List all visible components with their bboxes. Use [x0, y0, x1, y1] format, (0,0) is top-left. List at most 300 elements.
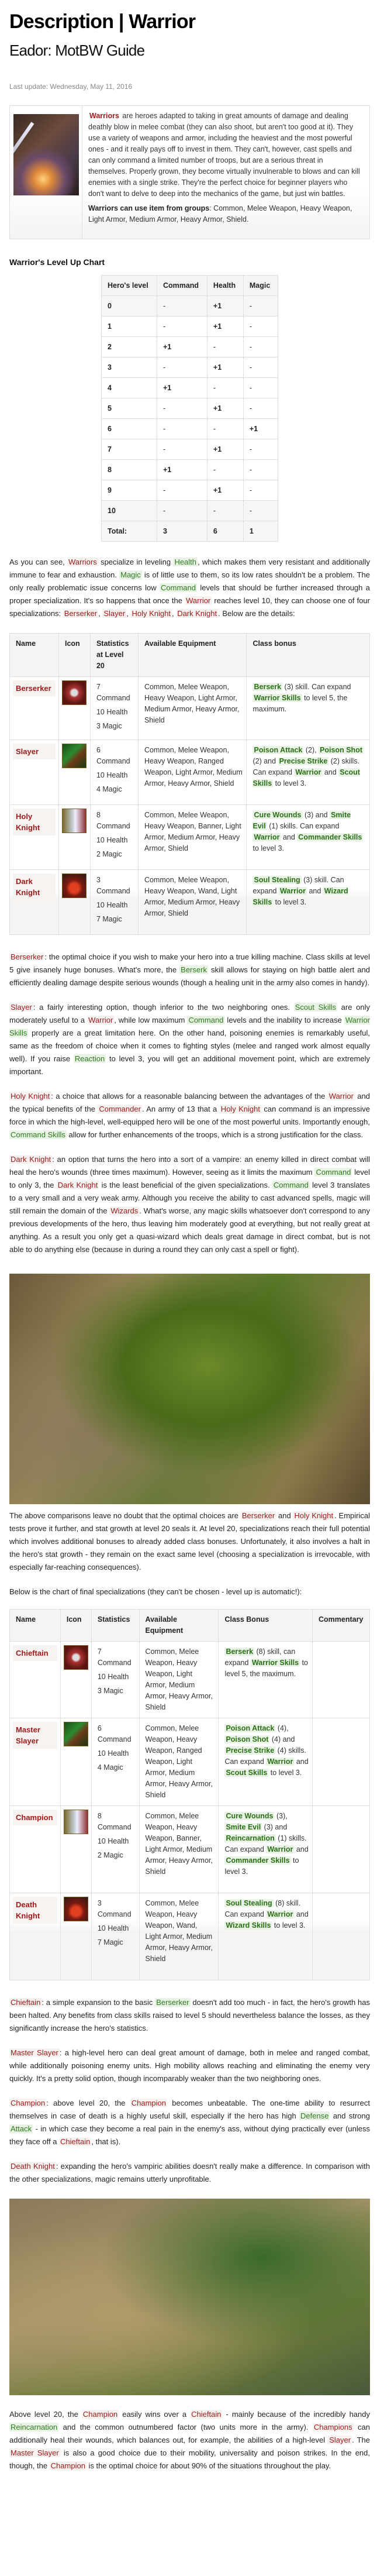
text-segment: and — [294, 1758, 309, 1766]
stat-value: 6 Command — [96, 746, 130, 765]
skill-link[interactable]: Poison Shot — [226, 1735, 269, 1743]
text-segment: properly are a great limitation here. On the other hand, poisoning enemies is remarkably useful, same as the freedom of choice when it comes to fighting styles (melee and ranged work almost equally well). If you raise — [9, 1029, 370, 1063]
icon-cell — [60, 1806, 91, 1893]
text-segment: is the least beneficial of the given specializations. — [99, 1181, 272, 1189]
page-subtitle: Eador: MotBW Guide — [9, 42, 145, 59]
column-header: Hero's level — [102, 276, 157, 296]
text-segment: levels that should be further increased through a proper specialization. It's so happens that once the — [9, 583, 370, 605]
text-segment: Below is the chart of final specializations (they can't be chosen - level up is automatic!): — [9, 1587, 302, 1596]
column-header: Name — [10, 1609, 61, 1642]
table-cell: - — [207, 460, 243, 480]
table-row — [102, 296, 278, 317]
levelup-heading: Warrior's Level Up Chart — [9, 257, 105, 267]
text-segment: to level 3. — [272, 1921, 306, 1930]
class-link[interactable]: Holy Knight — [220, 1105, 260, 1113]
specialization-table — [9, 633, 370, 935]
text-segment: to level 5, the maximum. — [224, 1659, 308, 1678]
table-cell: - — [243, 317, 278, 337]
table-cell: - — [243, 378, 278, 398]
skill-link[interactable]: Attack — [11, 2124, 32, 2133]
table-cell: +1 — [157, 460, 207, 480]
name-cell — [10, 805, 59, 870]
icon-cell — [60, 1893, 91, 1980]
skill-link[interactable]: Scout Skills — [295, 1003, 336, 1012]
text-segment: to level 3. — [224, 1856, 299, 1876]
text-segment: to level 3. — [273, 898, 307, 906]
class-link[interactable]: Warrior — [186, 596, 211, 605]
class-name-link[interactable]: Slayer — [13, 744, 56, 759]
stats-cell — [91, 1893, 139, 1980]
text-segment: (2), — [303, 746, 319, 754]
class-link[interactable]: Holy Knight — [11, 1092, 50, 1100]
table-row — [102, 439, 278, 460]
table-row — [102, 460, 278, 480]
skill-link[interactable]: Defense — [300, 2111, 329, 2120]
text-segment: (3) skill. Can expand — [282, 683, 351, 691]
class-bonus-cell — [247, 677, 370, 740]
stats-cell — [91, 1718, 139, 1806]
table-row — [10, 1718, 370, 1806]
stat-value: 2 Magic — [97, 1851, 123, 1859]
text-segment: (2) and — [252, 757, 278, 765]
text-segment: : Common, Melee Weapon, Heavy Weapon, Light Armor, Medium Armor, Heavy Armor, Shield. — [88, 204, 352, 223]
stat-value: 10 Health — [97, 1673, 129, 1681]
text-segment: level to only 3, the — [9, 1168, 370, 1189]
column-header: Name — [10, 634, 59, 677]
holy-class-icon — [64, 1810, 88, 1834]
table-cell: 6 — [102, 419, 157, 439]
skill-link[interactable]: Warrior Skills — [251, 1659, 299, 1667]
table-row — [102, 337, 278, 357]
levelup-table — [101, 275, 278, 542]
class-name-link[interactable]: Chieftain — [13, 1645, 57, 1661]
table-cell: - — [243, 460, 278, 480]
conclusion-paragraph — [9, 2408, 370, 2472]
icon-cell — [58, 677, 90, 740]
skill-link[interactable]: Warrior Skills — [254, 694, 301, 702]
table-cell: 2 — [102, 337, 157, 357]
table-cell: - — [243, 439, 278, 460]
text-segment: (4) skills. Can expand — [224, 1746, 306, 1766]
intro-box — [9, 105, 370, 239]
skill-link[interactable]: Cure Wounds — [254, 811, 302, 819]
name-cell — [10, 1642, 61, 1718]
skill-link[interactable]: Cure Wounds — [226, 1812, 274, 1820]
class-link[interactable]: Warrior — [88, 1016, 113, 1024]
skill-link[interactable]: Warrior — [267, 1845, 293, 1853]
class-link[interactable]: Champions — [313, 2423, 352, 2431]
stat-value: 3 Magic — [96, 722, 122, 730]
text-segment: to level 3. — [252, 844, 284, 852]
berserker-description — [9, 951, 370, 989]
table-row — [102, 480, 278, 501]
class-bonus-cell — [247, 870, 370, 935]
table-row — [10, 1806, 370, 1893]
text-segment: and the typical benefits of the — [9, 1092, 370, 1113]
skill-link[interactable]: Reincarnation — [11, 2423, 58, 2431]
text-segment: to level 3, you will get an additional movement point, which are extremely important. — [9, 1054, 370, 1076]
text-segment: easily wins over a — [119, 2410, 191, 2419]
text-segment: levels and the inability to increase — [224, 1016, 344, 1024]
class-link[interactable]: Wizards — [110, 1206, 139, 1215]
skill-link[interactable]: Poison Attack — [226, 1724, 275, 1732]
class-link[interactable]: Master Slayer — [11, 2448, 59, 2457]
skill-link[interactable]: Command — [316, 1168, 351, 1177]
text-segment: to level 5, the maximum. — [252, 694, 348, 713]
berserk-class-icon — [64, 1645, 88, 1670]
skill-link[interactable]: Magic — [120, 570, 141, 579]
text-segment: , that is). — [91, 2137, 121, 2146]
table-cell: 3 — [102, 357, 157, 378]
class-link[interactable]: Berserker — [11, 952, 44, 961]
table-cell: - — [157, 439, 207, 460]
master-slayer-description — [9, 2047, 370, 2085]
stat-value: 10 Health — [96, 708, 128, 716]
name-cell — [10, 1893, 61, 1980]
stat-value: 4 Magic — [96, 785, 122, 793]
class-name-link[interactable]: Master Slayer — [13, 1722, 57, 1749]
table-cell: +1 — [207, 357, 243, 378]
class-link[interactable]: Chieftain — [191, 2410, 222, 2419]
last-update: Last update: Wednesday, May 11, 2016 — [9, 82, 133, 91]
skill-link[interactable]: Reaction — [74, 1054, 105, 1063]
class-link[interactable]: Holy Knight — [132, 609, 171, 618]
text-segment: , which makes them very resistant and additionally immune to fear and exhaustion. — [9, 558, 370, 579]
table-cell: - — [157, 480, 207, 501]
commentary-cell — [313, 1718, 370, 1806]
class-link[interactable]: Dark Knight — [11, 1155, 51, 1164]
total-row — [102, 521, 278, 542]
skill-link[interactable]: Commander Skills — [226, 1856, 290, 1865]
slayer-class-icon — [64, 1722, 88, 1746]
table-row — [102, 398, 278, 419]
class-bonus-cell — [219, 1893, 313, 1980]
skill-link[interactable]: Command — [273, 1181, 309, 1189]
name-cell — [10, 1806, 61, 1893]
class-name-link[interactable]: Dark Knight — [13, 873, 56, 900]
warrior-portrait-image — [13, 114, 79, 195]
text-segment: can command is an impressive force in which the high-level, well-equipped hero will be one of the most powerful units. Importantly enough, — [9, 1105, 371, 1126]
skill-link[interactable]: Scout Skills — [226, 1769, 268, 1777]
column-header: Class Bonus — [219, 1609, 313, 1642]
stat-value: 10 Health — [96, 901, 128, 909]
table-header-row — [10, 1609, 370, 1642]
skill-link[interactable]: Smite Evil — [252, 811, 351, 830]
text-segment: and — [276, 1511, 293, 1520]
table-cell: +1 — [243, 419, 278, 439]
skill-link[interactable]: Smite Evil — [226, 1823, 261, 1831]
text-segment: is the optimal choice for about 90% of the situations throughout the play. — [86, 2461, 331, 2470]
skill-link[interactable]: Command Skills — [11, 1130, 65, 1139]
equipment-cell: Common, Melee Weapon, Heavy Weapon, Ranged Weapon, Light Armor, Medium Armor, Heavy Armor, Shield — [139, 1718, 219, 1806]
column-header: Magic — [243, 276, 278, 296]
column-header: Health — [207, 276, 243, 296]
skill-link[interactable]: Health — [174, 558, 197, 566]
commentary-cell — [313, 1806, 370, 1893]
table-row — [102, 419, 278, 439]
skill-link[interactable]: Precise Strike — [279, 757, 328, 765]
text-segment: reaches level 10, they can choose one of four specializations: — [9, 596, 370, 618]
text-segment: : a high-level hero can deal great amount of damage, both in melee and ranged combat, while additionally poisoning enemy units. High mobility allows reaching and eliminating the enemy very quickly. It's a pretty solid option, though incomparably weaker than the two neighboring ones. — [9, 2048, 370, 2083]
class-bonus-cell — [247, 805, 370, 870]
total-cell: Total: — [102, 521, 157, 542]
table-cell: - — [243, 296, 278, 317]
final-specialization-table — [9, 1609, 370, 1980]
stat-value: 7 Command — [96, 683, 130, 702]
column-header: Commentary — [313, 1609, 370, 1642]
table-cell: - — [207, 419, 243, 439]
text-segment: : an option that turns the hero into a sort of a vampire: an enemy killed in direct combat will heal the hero's wounds (three times maximum). However, seeing as it limits the maximum — [9, 1155, 370, 1177]
berserk-class-icon — [62, 680, 87, 705]
text-segment: allow for further enhancements of the troops, which is a strong justification for the class. — [66, 1130, 364, 1139]
skill-link[interactable]: Warrior — [279, 887, 306, 895]
table-cell: +1 — [207, 296, 243, 317]
text-segment: . The — [352, 2436, 371, 2444]
skill-link[interactable]: Soul Stealing — [254, 876, 300, 884]
final-chart-intro — [9, 1586, 370, 1598]
name-cell — [10, 870, 59, 935]
skill-link[interactable]: Warrior — [267, 1910, 293, 1918]
skill-link[interactable]: Scout Skills — [252, 768, 360, 787]
table-cell: 7 — [102, 439, 157, 460]
icon-cell — [58, 870, 90, 935]
class-link[interactable]: Berserker — [241, 1511, 275, 1520]
column-header: Statistics — [91, 1609, 139, 1642]
column-header: Icon — [60, 1609, 91, 1642]
stat-value: 10 Health — [96, 771, 128, 779]
table-cell: - — [243, 398, 278, 419]
table-row — [10, 805, 370, 870]
table-cell: 0 — [102, 296, 157, 317]
text-segment: to level 3. — [273, 779, 307, 787]
text-segment: As you can see, — [9, 558, 68, 566]
text-segment: (3), — [274, 1812, 288, 1820]
text-segment: : expanding the hero's vampiric abilities doesn't really make a difference. In comparison with the other specializations, magic remains utterly unprofitable. — [9, 2162, 370, 2183]
table-header-row — [102, 276, 278, 296]
text-segment: and — [322, 768, 339, 776]
table-cell: - — [243, 357, 278, 378]
table-cell: - — [243, 337, 278, 357]
stats-cell — [91, 1642, 139, 1718]
text-segment: is of little use to them, so its low rates shouldn't be a problem. The only really problematic issue concerns low — [9, 570, 370, 592]
text-segment: . Empirical tests prove it further, and stat growth at level 20 seals it. At level 20, specializations reach their full potential which involves additional bonuses to already added class bonuses. Unfortunately, it also involves a halt in the hero's stat growth - they remain on the exact same level (choosing a specialization is irrevocable, with especially far-reaching consequences). — [9, 1511, 370, 1571]
text-segment: - mainly because of the incredibly handy — [222, 2410, 370, 2419]
text-segment: . An army of 13 that a — [141, 1105, 220, 1113]
text-segment: (3) and — [262, 1823, 288, 1831]
class-link[interactable]: Dark Knight — [177, 609, 217, 618]
intro-image-cell — [10, 106, 82, 239]
text-segment: (1) skills. Can expand — [224, 1834, 307, 1853]
equipment-cell: Common, Melee Weapon, Heavy Weapon, Wand, Light Armor, Medium Armor, Heavy Armor, Shield — [139, 1893, 219, 1980]
table-row — [102, 317, 278, 337]
class-link[interactable]: Slayer — [329, 2436, 351, 2444]
text-segment: (4), — [275, 1724, 289, 1732]
stat-value: 2 Magic — [96, 850, 122, 858]
class-bonus-cell — [219, 1642, 313, 1718]
icon-cell — [58, 805, 90, 870]
slayer-class-icon — [62, 744, 87, 768]
class-link[interactable]: Chieftain — [60, 2137, 91, 2146]
class-link[interactable]: Warriors — [68, 558, 97, 566]
stat-value: 7 Command — [97, 1648, 132, 1667]
skill-link[interactable]: Command — [188, 1016, 224, 1024]
stat-value: 8 Command — [96, 811, 130, 830]
equipment-cell: Common, Melee Weapon, Heavy Weapon, Light Armor, Medium Armor, Heavy Armor, Shield — [139, 1642, 219, 1718]
class-link[interactable]: Champion — [50, 2461, 85, 2470]
stat-value: 3 Command — [97, 1899, 132, 1918]
skill-link[interactable]: Berserk — [254, 683, 282, 691]
skill-link[interactable]: Warrior — [295, 768, 321, 776]
class-link[interactable]: Champion — [11, 2099, 46, 2107]
class-link[interactable]: Slayer — [103, 609, 126, 618]
text-segment: , while low maximum — [114, 1016, 188, 1024]
text-segment: to level 3. — [268, 1769, 302, 1777]
skill-link[interactable]: Wizard Skills — [226, 1921, 271, 1930]
text-segment: (8) skill. Can expand — [224, 1899, 301, 1918]
table-cell: - — [157, 501, 207, 521]
text-segment: , — [171, 609, 177, 618]
table-cell: +1 — [207, 439, 243, 460]
battle-screenshot-image — [9, 1274, 370, 1504]
equipment-cell: Common, Melee Weapon, Heavy Weapon, Wand, Light Armor, Medium Armor, Heavy Armor, Shield — [138, 870, 247, 935]
equipment-cell: Common, Melee Weapon, Heavy Weapon, Banner, Light Armor, Medium Armor, Heavy Armor, Shield — [139, 1806, 219, 1893]
text-segment: and — [306, 887, 323, 895]
class-link[interactable]: Holy Knight — [294, 1511, 334, 1520]
table-header-row — [10, 634, 370, 677]
column-header: Available Equipment — [139, 1609, 219, 1642]
text-segment: doesn't add too much - in fact, the hero's growth has been halted. Any benefits from class skills raised to level 5 should nevertheless balance the losses, as they significantly increase the hero's statistics. — [9, 1998, 370, 2032]
text-segment: : a simple expansion to the basic — [41, 1998, 155, 2007]
equipment-cell: Common, Melee Weapon, Heavy Weapon, Light Armor, Medium Armor, Heavy Armor, Shield — [138, 677, 247, 740]
stats-cell — [90, 740, 138, 805]
class-bonus-cell — [247, 740, 370, 805]
skill-link[interactable]: Command — [161, 583, 196, 592]
class-link[interactable]: Champion — [131, 2099, 166, 2107]
skill-link[interactable]: Berserk — [226, 1648, 254, 1656]
text-segment: (3) skill. Can expand — [252, 876, 344, 895]
stat-value: 3 Command — [96, 876, 130, 895]
table-row — [10, 1642, 370, 1718]
class-link[interactable]: Slayer — [11, 1003, 32, 1012]
text-segment: , — [98, 609, 103, 618]
table-cell: 4 — [102, 378, 157, 398]
stat-value: 6 Command — [97, 1724, 132, 1743]
skill-link[interactable]: Berserk — [181, 965, 207, 974]
text-segment: are heroes adapted to taking in great amounts of damage and dealing deathly blow in melee combat (they can also shoot, but aren't too good at it). They use a variety of weapons and armor, including the heaviest and the most powerful ones - and it really pays off to invest in them. They can't, however, cast spells and can only command a limited number of troops, but are a serious threat in themselves. Properly grown, they become virtually invulnerable to blows and can kill enemies with a single strike. They're the perfect choice for beginner players who don't want to delve to deep into the mechanics of the game, but just win battles. — [88, 112, 360, 198]
table-row — [102, 378, 278, 398]
equipment-cell: Common, Melee Weapon, Heavy Weapon, Ranged Weapon, Light Armor, Medium Armor, Heavy Armor, Shield — [138, 740, 247, 805]
intro-text — [82, 106, 369, 239]
class-link[interactable]: Champion — [82, 2410, 118, 2419]
class-link[interactable]: Warrior — [328, 1092, 354, 1100]
table-row — [10, 677, 370, 740]
class-name-link[interactable]: Holy Knight — [13, 809, 56, 835]
table-cell: - — [243, 480, 278, 501]
table-cell: - — [157, 419, 207, 439]
skill-link[interactable]: Poison Attack — [254, 746, 303, 754]
skill-link[interactable]: Wizard Skills — [252, 887, 348, 906]
table-cell: - — [207, 501, 243, 521]
stat-value: 4 Magic — [97, 1763, 123, 1772]
skill-link[interactable]: Soul Stealing — [226, 1899, 272, 1907]
text-segment: (1) skills. Can expand — [267, 822, 340, 830]
table-cell: +1 — [207, 480, 243, 501]
text-segment: , — [126, 609, 131, 618]
total-cell: 3 — [157, 521, 207, 542]
table-cell: - — [207, 378, 243, 398]
column-header: Available Equipment — [138, 634, 247, 677]
table-cell: +1 — [207, 398, 243, 419]
class-name-link[interactable]: Death Knight — [13, 1897, 57, 1924]
class-link[interactable]: Berserker — [64, 609, 98, 618]
icon-cell — [60, 1718, 91, 1806]
text-segment: (8) skill, can expand — [224, 1648, 296, 1667]
table-cell: - — [157, 357, 207, 378]
holy-knight-description — [9, 1090, 370, 1141]
class-link[interactable]: Commander — [99, 1105, 141, 1113]
stats-cell — [91, 1806, 139, 1893]
stat-value: 7 Magic — [97, 1938, 123, 1946]
table-cell: - — [243, 501, 278, 521]
text-segment: - in which case they become a real pain in the enemy's ass, without dying practically ever (unless they face off a — [9, 2124, 370, 2146]
text-segment: becomes unbeatable. The one-time ability to resurrect themselves in case of death is a highly useful skill, especially if the hero has high — [9, 2099, 370, 2120]
class-link[interactable]: Chieftain — [11, 1998, 41, 2007]
class-bonus-cell — [219, 1806, 313, 1893]
class-link[interactable]: Death Knight — [11, 2162, 55, 2171]
stats-cell — [90, 805, 138, 870]
text-segment: : a choice that allows for a reasonable balancing between the advantages of the — [51, 1092, 328, 1100]
class-name-link[interactable]: Champion — [13, 1810, 57, 1825]
table-cell: - — [207, 337, 243, 357]
skill-link[interactable]: Precise Strike — [226, 1746, 275, 1755]
skill-link[interactable]: Poison Shot — [320, 746, 362, 754]
stat-value: 10 Health — [97, 1749, 129, 1758]
class-link[interactable]: Warriors — [89, 112, 119, 120]
skill-link[interactable]: Warrior Skills — [9, 1016, 370, 1037]
skill-link[interactable]: Reincarnation — [226, 1834, 275, 1842]
article — [0, 10, 384, 2472]
text-segment: and strong — [330, 2111, 370, 2120]
text-segment: . Below are the details: — [218, 609, 295, 618]
table-cell: +1 — [157, 378, 207, 398]
table-cell: - — [157, 296, 207, 317]
stat-value: 10 Health — [97, 1837, 129, 1845]
table-cell: +1 — [207, 317, 243, 337]
specializations-intro — [9, 556, 370, 620]
champion-description — [9, 2097, 370, 2148]
table-cell: 8 — [102, 460, 157, 480]
page-title: Description | Warrior — [9, 11, 196, 33]
skill-link[interactable]: Commander Skills — [298, 833, 362, 841]
holy-class-icon — [62, 809, 87, 833]
text-segment: and the common outnumbered factor (two units more in the army). — [58, 2423, 313, 2431]
class-name-link[interactable]: Berserker — [13, 680, 56, 696]
class-link[interactable]: Master Slayer — [11, 2048, 58, 2057]
skill-link[interactable]: Warrior — [254, 833, 280, 841]
commentary-cell — [313, 1642, 370, 1718]
skill-link[interactable]: Warrior — [267, 1758, 293, 1766]
intro-paragraph — [88, 111, 364, 200]
dark-class-icon — [62, 873, 87, 898]
text-segment: The above comparisons leave no doubt that the optimal choices are — [9, 1511, 241, 1520]
class-link[interactable]: Dark Knight — [57, 1181, 98, 1189]
table-cell: - — [157, 317, 207, 337]
total-cell: 6 — [207, 521, 243, 542]
map-screenshot-image — [9, 2199, 370, 2395]
skill-link[interactable]: Berserker — [156, 1998, 189, 2007]
table-cell: 5 — [102, 398, 157, 419]
text-segment: is also a good choice due to their mobility, universality and poison strikes. In the end, though, the — [9, 2448, 370, 2470]
